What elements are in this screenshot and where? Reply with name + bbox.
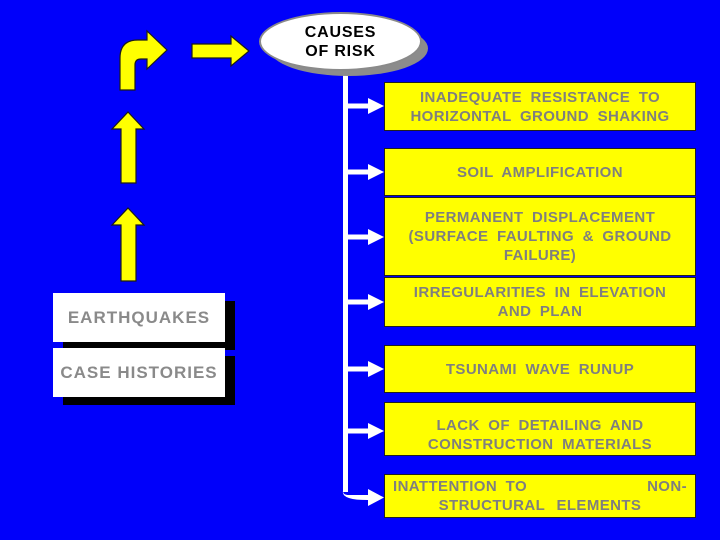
branch-arrow-icon-1 bbox=[345, 98, 384, 114]
ellipse-title-line1: CAUSES bbox=[304, 23, 377, 41]
cause-box-label: TSUNAMI WAVE RUNUP bbox=[445, 360, 635, 378]
cause-box-label-row2: STRUCTURAL ELEMENTS bbox=[438, 497, 642, 514]
branch-arrow-icon-5 bbox=[345, 361, 384, 377]
source-box-label: EARTHQUAKES bbox=[67, 307, 211, 327]
trunk-line-bar bbox=[343, 70, 348, 492]
cause-box-label-row1 bbox=[393, 477, 687, 496]
cause-box-irregularities bbox=[384, 277, 696, 327]
cause-box-label: INADEQUATE RESISTANCE TO HORIZONTAL GROUND SHAKING bbox=[410, 88, 670, 125]
branch-arrow-icon-3 bbox=[345, 229, 384, 245]
ellipse-title-line2: OF RISK bbox=[305, 42, 376, 60]
source-box-earthquakes bbox=[53, 293, 225, 342]
cause-box-permanent-displacement bbox=[384, 197, 696, 276]
right-arrow-icon bbox=[192, 36, 249, 66]
cause-box-label: LACK OF DETAILING AND CONSTRUCTION MATERIALS bbox=[427, 417, 653, 453]
cause-box-tsunami bbox=[384, 345, 696, 393]
curved-arrow-icon bbox=[120, 31, 167, 90]
cause-box-detailing-materials bbox=[384, 402, 696, 456]
elbow-arrow-icon bbox=[368, 489, 384, 506]
cause-box-label: PERMANENT DISPLACEMENT (SURFACE FAULTING & GROUND FAILURE) bbox=[408, 209, 672, 264]
cause-box-label: SOIL AMPLIFICATION bbox=[457, 163, 623, 181]
trunk-line bbox=[343, 70, 368, 500]
source-box-case-histories bbox=[53, 348, 225, 397]
branch-arrow-icon-4 bbox=[345, 294, 384, 310]
source-box-label: CASE HISTORIES bbox=[60, 362, 218, 382]
cause-box-label-left: INATTENTION TO bbox=[393, 478, 528, 495]
cause-box-label: IRREGULARITIES IN ELEVATION AND PLAN bbox=[413, 284, 667, 320]
cause-box-soil-amplification bbox=[384, 148, 696, 196]
cause-box-label-right: NON- bbox=[647, 478, 687, 495]
branch-arrow-icon-6 bbox=[345, 423, 384, 439]
up-arrow-icon-1 bbox=[112, 112, 144, 183]
cause-box-nonstructural bbox=[384, 474, 696, 518]
cause-box-ground-shaking bbox=[384, 82, 696, 131]
up-arrow-icon-2 bbox=[112, 208, 144, 281]
branch-arrow-icon-2 bbox=[345, 164, 384, 180]
causes-ellipse bbox=[259, 12, 422, 71]
